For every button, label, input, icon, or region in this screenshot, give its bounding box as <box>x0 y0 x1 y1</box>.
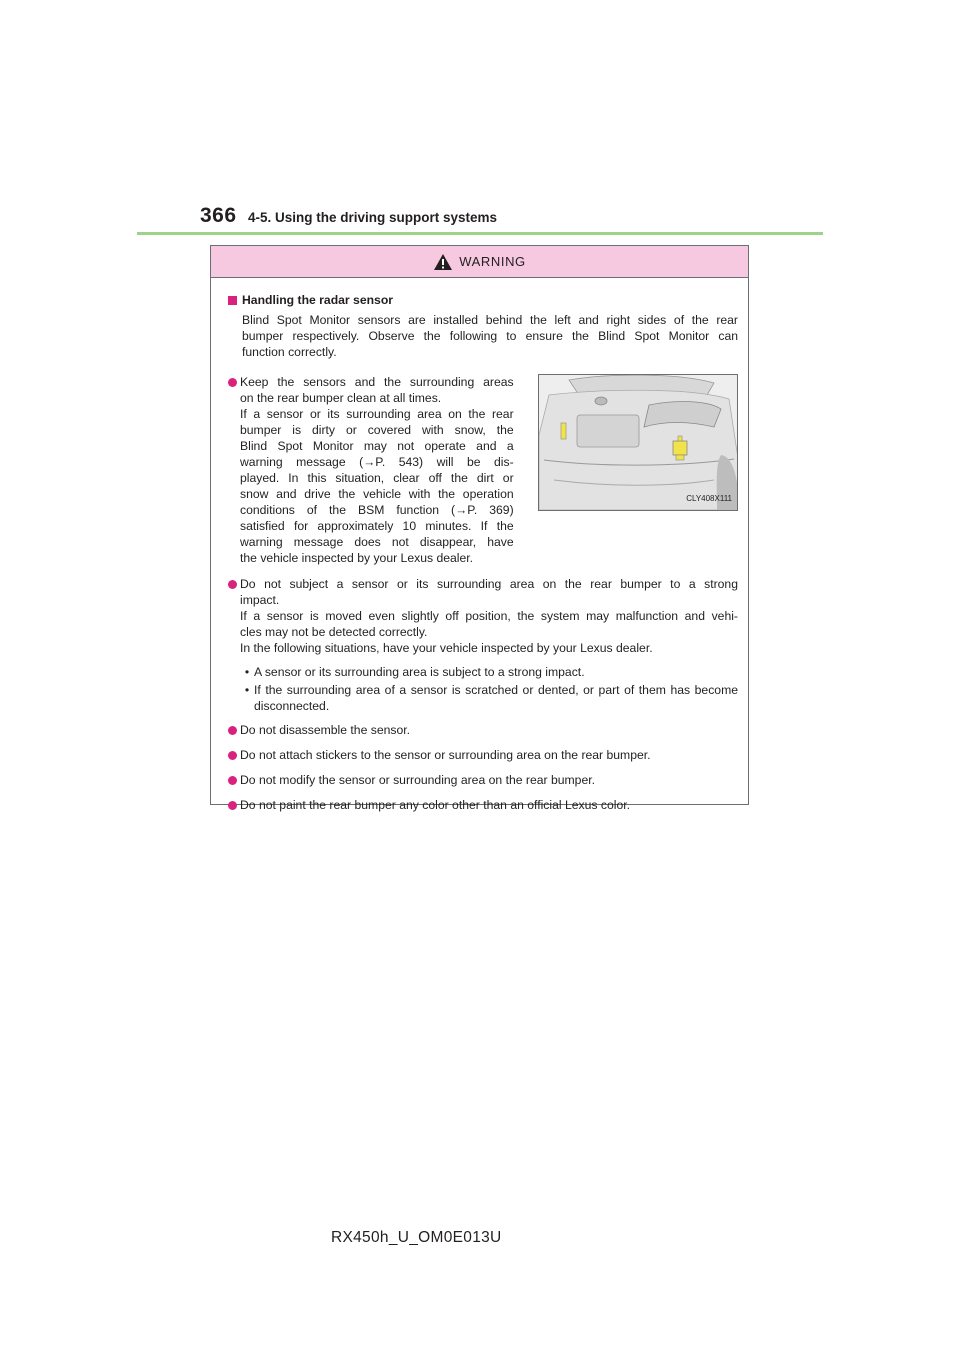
bullet-line: conditions of the BSM function (→P. 369) <box>240 503 514 517</box>
bullet-line: cles may not be detected correctly. <box>240 625 428 639</box>
bullet-line: snow and drive the vehicle with the operation <box>240 487 514 501</box>
warning-header <box>211 246 748 278</box>
intro-line: Blind Spot Monitor sensors are installed behind the left and right sides of the rear <box>242 313 738 327</box>
bullet-line: bumper is dirty or covered with snow, the <box>240 423 514 437</box>
bullet-line: on the rear bumper clean at all times. <box>240 391 442 405</box>
bullet-text: Do not disassemble the sensor. <box>240 723 411 737</box>
rear-bumper-figure <box>538 374 738 511</box>
bullet-item <box>228 747 738 763</box>
bullet-line: Blind Spot Monitor may not operate and a <box>240 439 514 453</box>
bullet-line: In the following situations, have your vehicle inspected by your Lexus dealer. <box>240 641 653 655</box>
bullet-item <box>228 722 738 738</box>
bullet-dot-icon <box>228 726 237 735</box>
warning-box <box>210 245 749 812</box>
warning-content <box>211 278 748 813</box>
bullet-dot-icon <box>228 580 237 589</box>
bullet-line: warning message (→P. 543) will be dis- <box>240 455 514 469</box>
sub-item-text: If the surrounding area of a sensor is scratched or dented, or part of them has become disconnected. <box>254 683 738 713</box>
bullet-line: played. In this situation, clear off the dirt or <box>240 471 514 485</box>
sub-list-item: • A sensor or its surrounding area is subject to a strong impact. <box>244 665 585 679</box>
bullet-text: Do not modify the sensor or surrounding area on the rear bumper. <box>240 773 595 787</box>
subheading <box>228 292 738 308</box>
intro-paragraph <box>242 312 738 360</box>
rear-bumper-illustration <box>539 375 738 510</box>
intro-line: function correctly. <box>242 345 337 359</box>
subheading-text: Handling the radar sensor <box>242 293 394 307</box>
header-rule <box>137 232 823 235</box>
sub-item-text: A sensor or its surrounding area is subject to a strong impact. <box>254 665 585 679</box>
sub-list-item: • If the surrounding area of a sensor is scratched or dented, or part of them has become disconnected. <box>244 683 738 713</box>
bullet-line: If a sensor is moved even slightly off position, the system may malfunction and vehi- <box>240 609 738 623</box>
bullet-line: warning message does not disappear, have <box>240 535 514 549</box>
section-title: 4-5. Using the driving support systems <box>248 210 498 225</box>
bullet-with-figure <box>228 374 738 566</box>
bullet-item <box>228 772 738 788</box>
bullet-line: Do not subject a sensor or its surrounding area on the rear bumper to a strong <box>240 577 738 591</box>
page-number: 366 <box>200 204 237 227</box>
sub-item-list <box>240 664 738 714</box>
bullet-dot-icon <box>228 776 237 785</box>
bullet-item <box>228 576 738 716</box>
bullet-dot-icon <box>228 801 237 810</box>
footer-code: RX450h_U_OM0E013U <box>331 1229 502 1246</box>
bullet-line: the vehicle inspected by your Lexus dealer. <box>240 551 474 565</box>
bullet-line: satisfied for approximately 10 minutes. If the <box>240 519 514 533</box>
bullet-line: Keep the sensors and the surrounding areas <box>240 375 514 389</box>
bullet-text <box>240 576 738 716</box>
warning-title: WARNING <box>459 254 526 269</box>
bullet-text: Do not attach stickers to the sensor or surrounding area on the rear bumper. <box>240 748 651 762</box>
bullet-line: If a sensor or its surrounding area on the rear <box>240 407 514 421</box>
square-bullet-icon <box>228 296 237 305</box>
bullet-line: impact. <box>240 593 280 607</box>
warning-triangle-icon <box>433 253 453 271</box>
bullet-dot-icon <box>228 751 237 760</box>
bullet-text: Do not paint the rear bumper any color other than an official Lexus color. <box>240 798 631 812</box>
figure-code: CLY408X111 <box>686 494 732 503</box>
bullet-text <box>240 374 514 566</box>
intro-line: bumper respectively. Observe the following to ensure the Blind Spot Monitor can <box>242 329 738 343</box>
bullet-dot-icon <box>228 378 237 387</box>
bullet-item <box>228 797 738 813</box>
